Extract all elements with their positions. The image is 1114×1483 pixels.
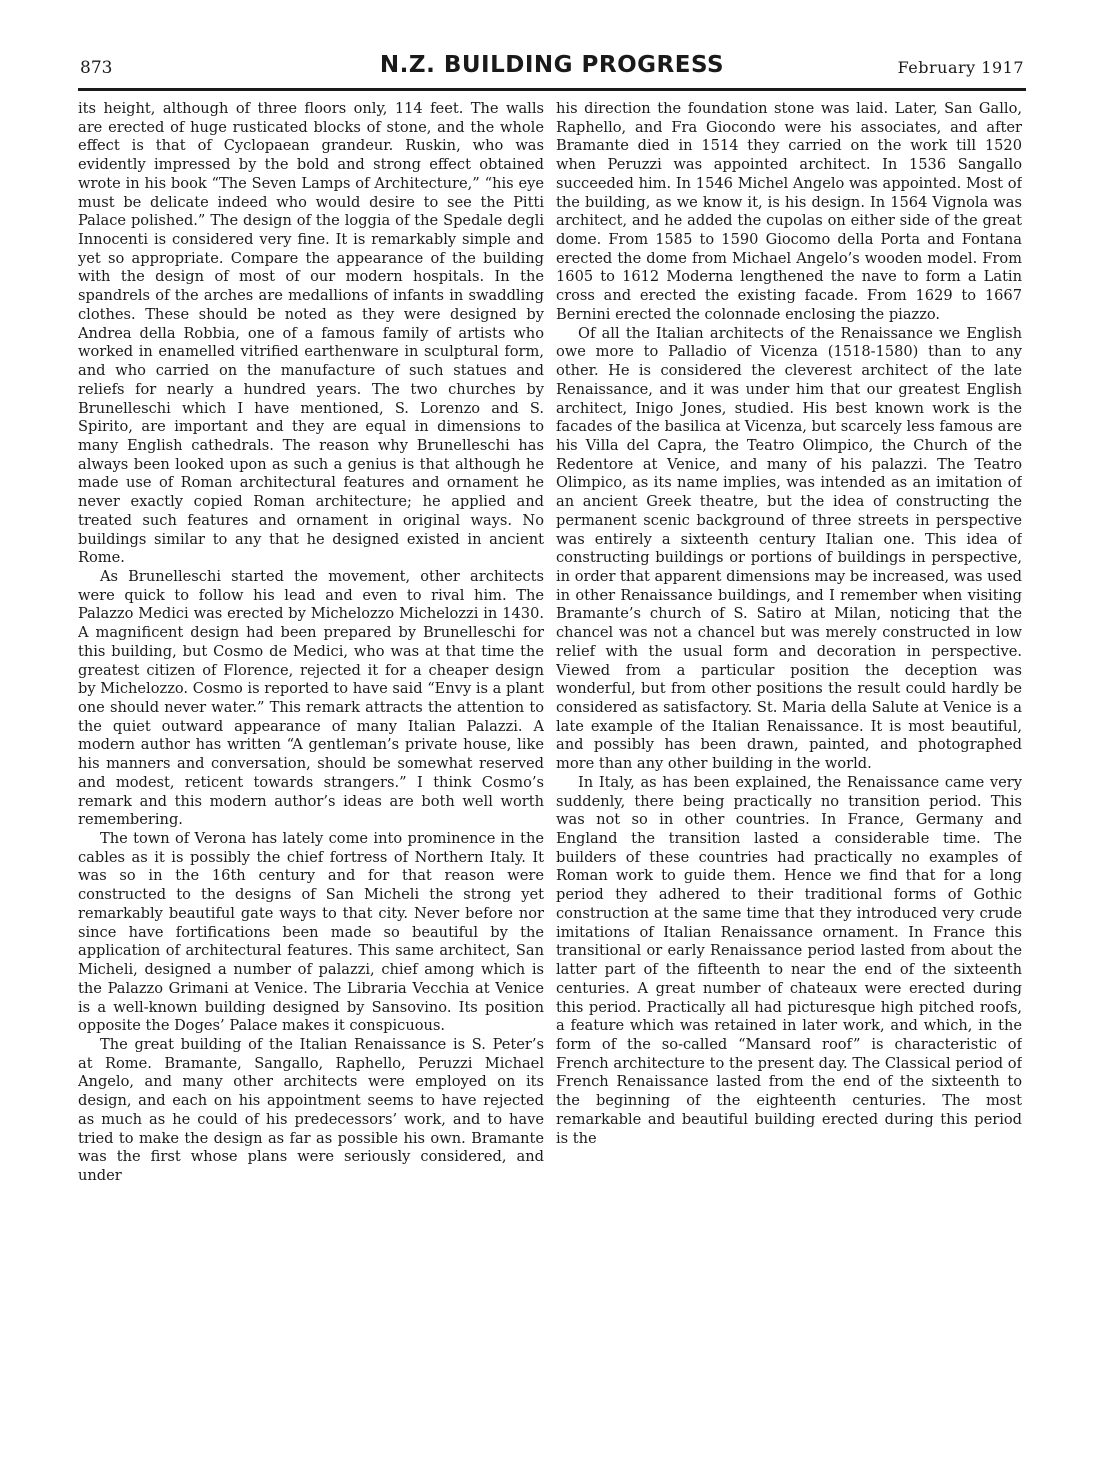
right-column [556,100,1022,1440]
left-column [78,100,544,1440]
header-rule [78,88,1026,91]
paragraph: his direction the foundation stone was laid. Later, San Gallo, Raphello, and Fra Giocondo were his associates, and after Bramante died in 1514 they carried on the work till 1520 when Peruzzi was appointed architect. In 1536 Sangallo succeeded him. In 1546 Michel Angelo was appointed. Most of the building, as we know it, is his design. In 1564 Vignola was architect, and he added the cupolas on either side of the great dome. From 1585 to 1590 Giocomo della Porta and Fontana erected the dome from Michael Angelo’s wooden model. From 1605 to 1612 Moderna lengthened the nave to form a Latin cross and erected the existing facade. From 1629 to 1667 Bernini erected the colonnade enclosing the piazzo. [556,100,1022,323]
issue-date: February 1917 [897,58,1024,77]
paragraph: The great building of the Italian Renaissance is S. Peter’s at Rome. Bramante, Sangallo, Raphello, Peruzzi Michael Angelo, and many other architects were employed on its design, and each on his appointment seems to have rejected as much as he could of his predecessors’ work, and to have tried to make the design as far as possible his own. Bramante was the first whose plans were seriously considered, and under [78,1035,544,1184]
paragraph: its height, although of three floors only, 114 feet. The walls are erected of huge rusticated blocks of stone, and the whole effect is that of Cyclopaean grandeur. Ruskin, who was evidently impressed by the bold and strong effect obtained wrote in his book “The Seven Lamps of Architecture,” “his eye must be delicate indeed who would desire to see the Pitti Palace polished.” The design of the loggia of the Spedale degli Innocenti is considered very fine. It is remarkably simple and yet so appropriate. Compare the appearance of the building with the design of most of our modern hospitals. In the spandrels of the arches are medallions of infants in swaddling clothes. These should be noted as they were designed by Andrea della Robbia, one of a famous family of artists who worked in enamelled vitrified earthenware in sculptural form, and who carried on the manufacture of such statues and reliefs for nearly a hundred years. The two churches by Brunelleschi which I have mentioned, S. Lorenzo and S. Spirito, are important and they are equal in dimensions to many English cathedrals. The reason why Brunelleschi has always been looked upon as such a genius is that although he made use of Roman architectural features and ornament he never exactly copied Roman architecture; he applied and treated such features and ornament in original ways. No buildings similar to any that he designed existed in ancient Rome. [78,100,544,567]
paragraph: As Brunelleschi started the movement, other architects were quick to follow his lead and even to rival him. The Palazzo Medici was erected by Michelozzo Michelozzi in 1430. A magnificent design had been prepared by Brunelleschi for this building, but Cosmo de Medici, who was at that time the greatest citizen of Florence, rejected it for a cheaper design by Michelozzo. Cosmo is reported to have said “Envy is a plant one should never water.” This remark attracts the attention to the quiet outward appearance of many Italian Palazzi. A modern author has written “A gentleman’s private house, like his manners and conversation, should be somewhat reserved and modest, reticent towards strangers.” I think Cosmo’s remark and this modern author’s ideas are both well worth remembering. [78,567,544,829]
paragraph: Of all the Italian architects of the Renaissance we English owe more to Palladio of Vicenza (1518-1580) than to any other. He is considered the cleverest architect of the late Renaissance, and it was under him that our greatest English architect, Inigo Jones, studied. His best known work is the facades of the basilica at Vicenza, but scarcely less famous are his Villa del Capra, the Teatro Olimpico, the Church of the Redentore at Venice, and many of his palazzi. The Teatro Olimpico, as its name implies, was intended as an imitation of an ancient Greek theatre, but the idea of constructing the permanent scenic background of three streets in perspective was entirely a sixteenth century Italian one. This idea of constructing buildings or portions of buildings in perspective, in order that apparent dimensions may be increased, was used in other Renaissance buildings, and I remember when visiting Bramante’s church of S. Satiro at Milan, noticing that the chancel was not a chancel but was merely constructed in low relief with the usual form and decoration in perspective. Viewed from a particular position the deception was wonderful, but from other positions the result could hardly be considered as satisfactory. St. Maria della Salute at Venice is a late example of the Italian Renaissance. It is most beautiful, and possibly has been drawn, painted, and photographed more than any other building in the world. [556,324,1022,773]
page-header [80,52,1024,86]
page-number: 873 [80,58,113,78]
paragraph: In Italy, as has been explained, the Renaissance came very suddenly, there being practically no transition period. This was not so in other countries. In France, Germany and England the transition lasted a considerable time. The builders of these countries had practically no examples of Roman work to guide them. Hence we find that for a long period they adhered to their traditional forms of Gothic construction at the same time that they introduced very crude imitations of Italian Renaissance ornament. In France this transitional or early Renaissance period lasted from about the latter part of the fifteenth to near the end of the sixteenth centuries. A great number of chateaux were erected during this period. Practically all had picturesque high pitched roofs, a feature which was retained in later work, and which, in the form of the so-called “Mansard roof” is characteristic of French architecture to the present day. The Classical period of French Renaissance lasted from the end of the sixteenth to the beginning of the eighteenth centuries. The most remarkable and beautiful building erected during this period is the [556,773,1022,1147]
paragraph: The town of Verona has lately come into prominence in the cables as it is possibly the chief fortress of Northern Italy. It was so in the 16th century and for that reason were constructed to the designs of San Micheli the strong yet remarkably beautiful gate ways to that city. Never before nor since have fortifications been made so beautiful by the application of architectural features. This same architect, San Micheli, designed a number of palazzi, chief among which is the Palazzo Grimani at Venice. The Libraria Vecchia at Venice is a well-known building designed by Sansovino. Its position opposite the Doges’ Palace makes it conspicuous. [78,830,544,1035]
publication-title: N.Z. BUILDING PROGRESS [379,52,725,78]
